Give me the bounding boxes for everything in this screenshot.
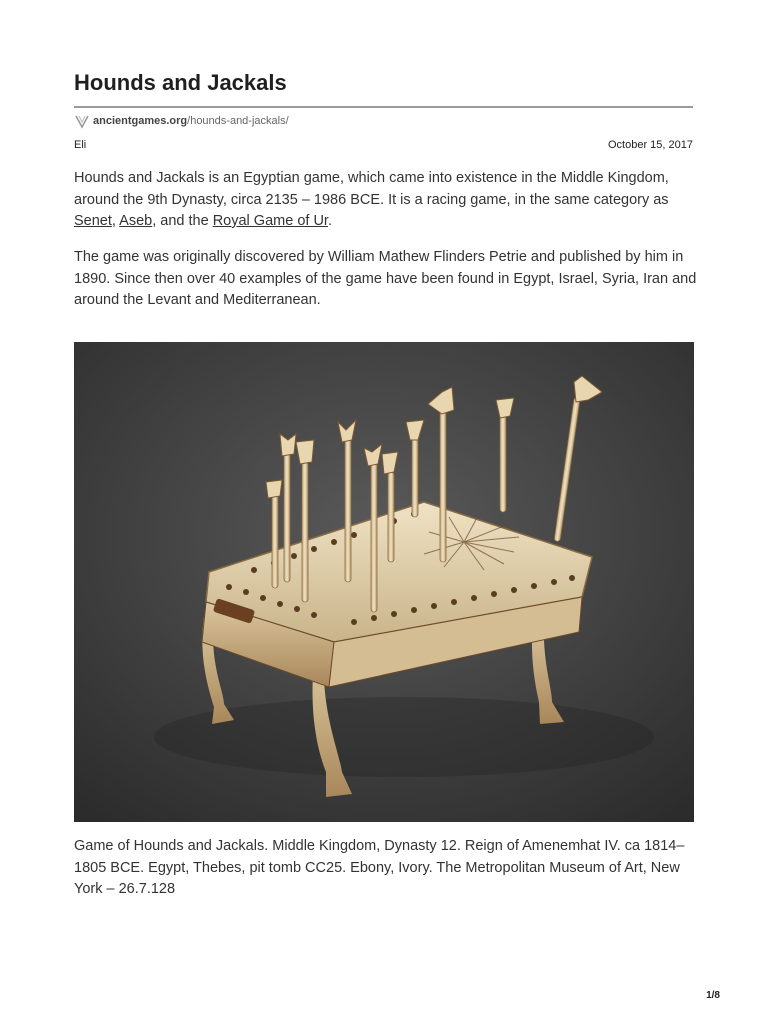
figure-caption: Game of Hounds and Jackals. Middle Kingdom, Dynasty 12. Reign of Amenemhat IV. ca 1814–1805 BCE. Egypt, Thebes, pit tomb CC25. Ebony, Ivory. The Metropolitan Museum of Art, New York – 26.7.128 — [74, 838, 685, 897]
source-path[interactable]: /hounds-and-jackals/ — [187, 115, 289, 127]
separator-text: , — [111, 213, 120, 229]
senet-link[interactable]: Senet — [74, 213, 112, 229]
source-domain[interactable]: ancientgames.org — [93, 115, 188, 127]
intro-text: Hounds and Jackals is an Egyptian game, which came into existence in the Middle Kingdom, around the 9th Dynasty, circa 2135 – 1986 BCE. It is a racing game, in the same category as — [74, 170, 669, 208]
source-line[interactable] — [74, 112, 289, 130]
game-board-photo — [74, 342, 694, 822]
period-text: . — [327, 213, 332, 229]
history-paragraph: The game was originally discovered by William Mathew Flinders Petrie and published by him in 1890. Since then over 40 examples of the game have been found in Egypt, Israel, Syria, Iran and around the Levant and Mediterranean. — [74, 249, 697, 308]
site-logo-icon — [74, 113, 90, 129]
page-number: 1/8 — [706, 990, 720, 1001]
publish-date: October 15, 2017 — [607, 139, 693, 151]
intro-paragraph — [74, 168, 700, 233]
royal-game-of-ur-link[interactable]: Royal Game of Ur — [212, 213, 328, 229]
aseb-link[interactable]: Aseb — [119, 213, 153, 229]
author-name: Eli — [74, 139, 87, 151]
title-divider — [74, 106, 693, 108]
separator-text: , and the — [152, 213, 213, 229]
game-board-illustration — [74, 342, 694, 822]
page-title: Hounds and Jackals — [74, 70, 287, 95]
